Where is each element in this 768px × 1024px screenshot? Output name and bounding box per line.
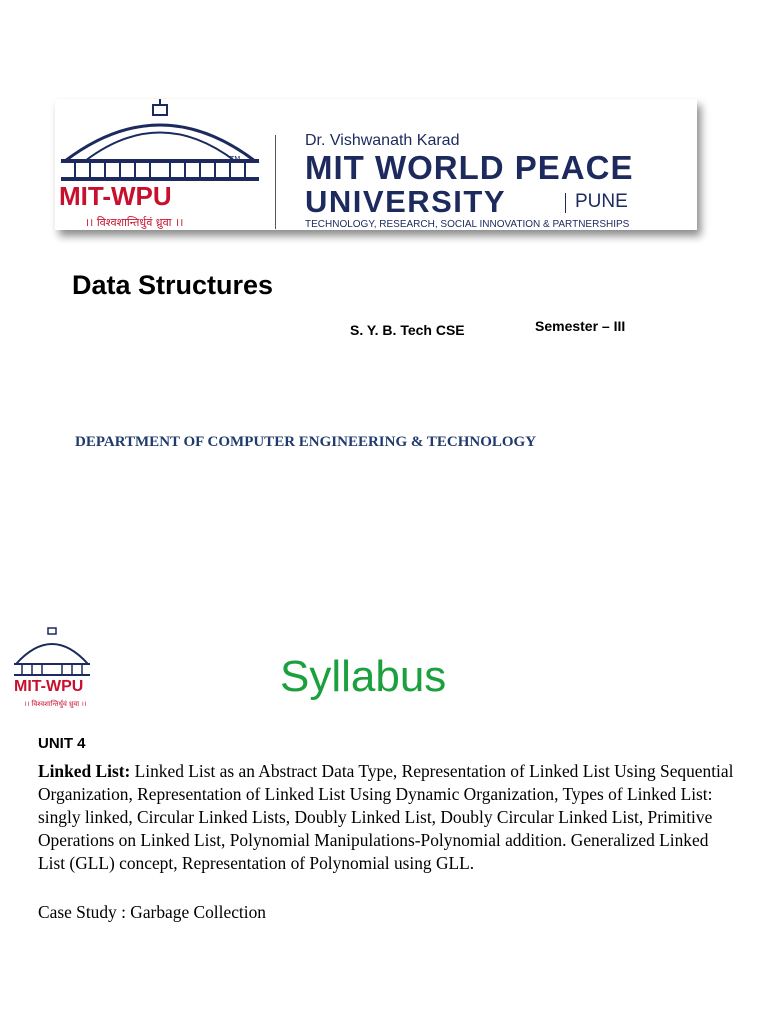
logo-wordmark: MIT-WPU xyxy=(59,181,172,211)
topic-text: Linked List as an Abstract Data Type, Representation of Linked List Using Sequential Organization, Representation of Linked List Using Dynamic Organization, Types of Linked List: singly linked, Circular Linked Lists, Doubly Linked List, Doubly Circular Linked List, Primitive Operations on Linked List, Polynomial Manipulations-Polynomial addition. Generalized Linked List (GLL) concept, Representation of Polynomial using GLL. xyxy=(38,761,734,873)
class-name: S. Y. B. Tech CSE xyxy=(350,322,465,338)
university-banner xyxy=(55,99,697,230)
logo-motto: ।। विश्वशान्तिर्धुवं ध्रुवा ।। xyxy=(85,216,184,229)
unit-description xyxy=(38,760,738,875)
city-name: PUNE xyxy=(575,191,628,212)
city-separator xyxy=(565,193,566,213)
small-logo-motto: ।। विश्वशान्तिर्धुवं ध्रुवा ।। xyxy=(24,700,87,708)
small-dome-icon xyxy=(10,624,94,680)
course-title: Data Structures xyxy=(72,270,274,300)
university-tagline: TECHNOLOGY, RESEARCH, SOCIAL INNOVATION & PARTNERSHIPS xyxy=(305,219,630,230)
department-name: DEPARTMENT OF COMPUTER ENGINEERING & TECHNOLOGY xyxy=(75,434,537,450)
case-study: Case Study : Garbage Collection xyxy=(38,902,266,922)
trademark-mark: TM xyxy=(230,155,241,163)
topic-label: Linked List: xyxy=(38,761,131,781)
semester-label: Semester – III xyxy=(535,318,626,334)
founder-name: Dr. Vishwanath Karad xyxy=(305,132,460,149)
small-university-logo xyxy=(10,624,94,712)
syllabus-heading: Syllabus xyxy=(280,652,447,701)
unit-label: UNIT 4 xyxy=(38,735,86,752)
small-logo-wordmark: MIT-WPU xyxy=(14,678,84,695)
university-name-line2: UNIVERSITY xyxy=(305,184,507,219)
university-name-line1: MIT WORLD PEACE xyxy=(305,149,634,186)
banner-divider xyxy=(275,135,276,229)
